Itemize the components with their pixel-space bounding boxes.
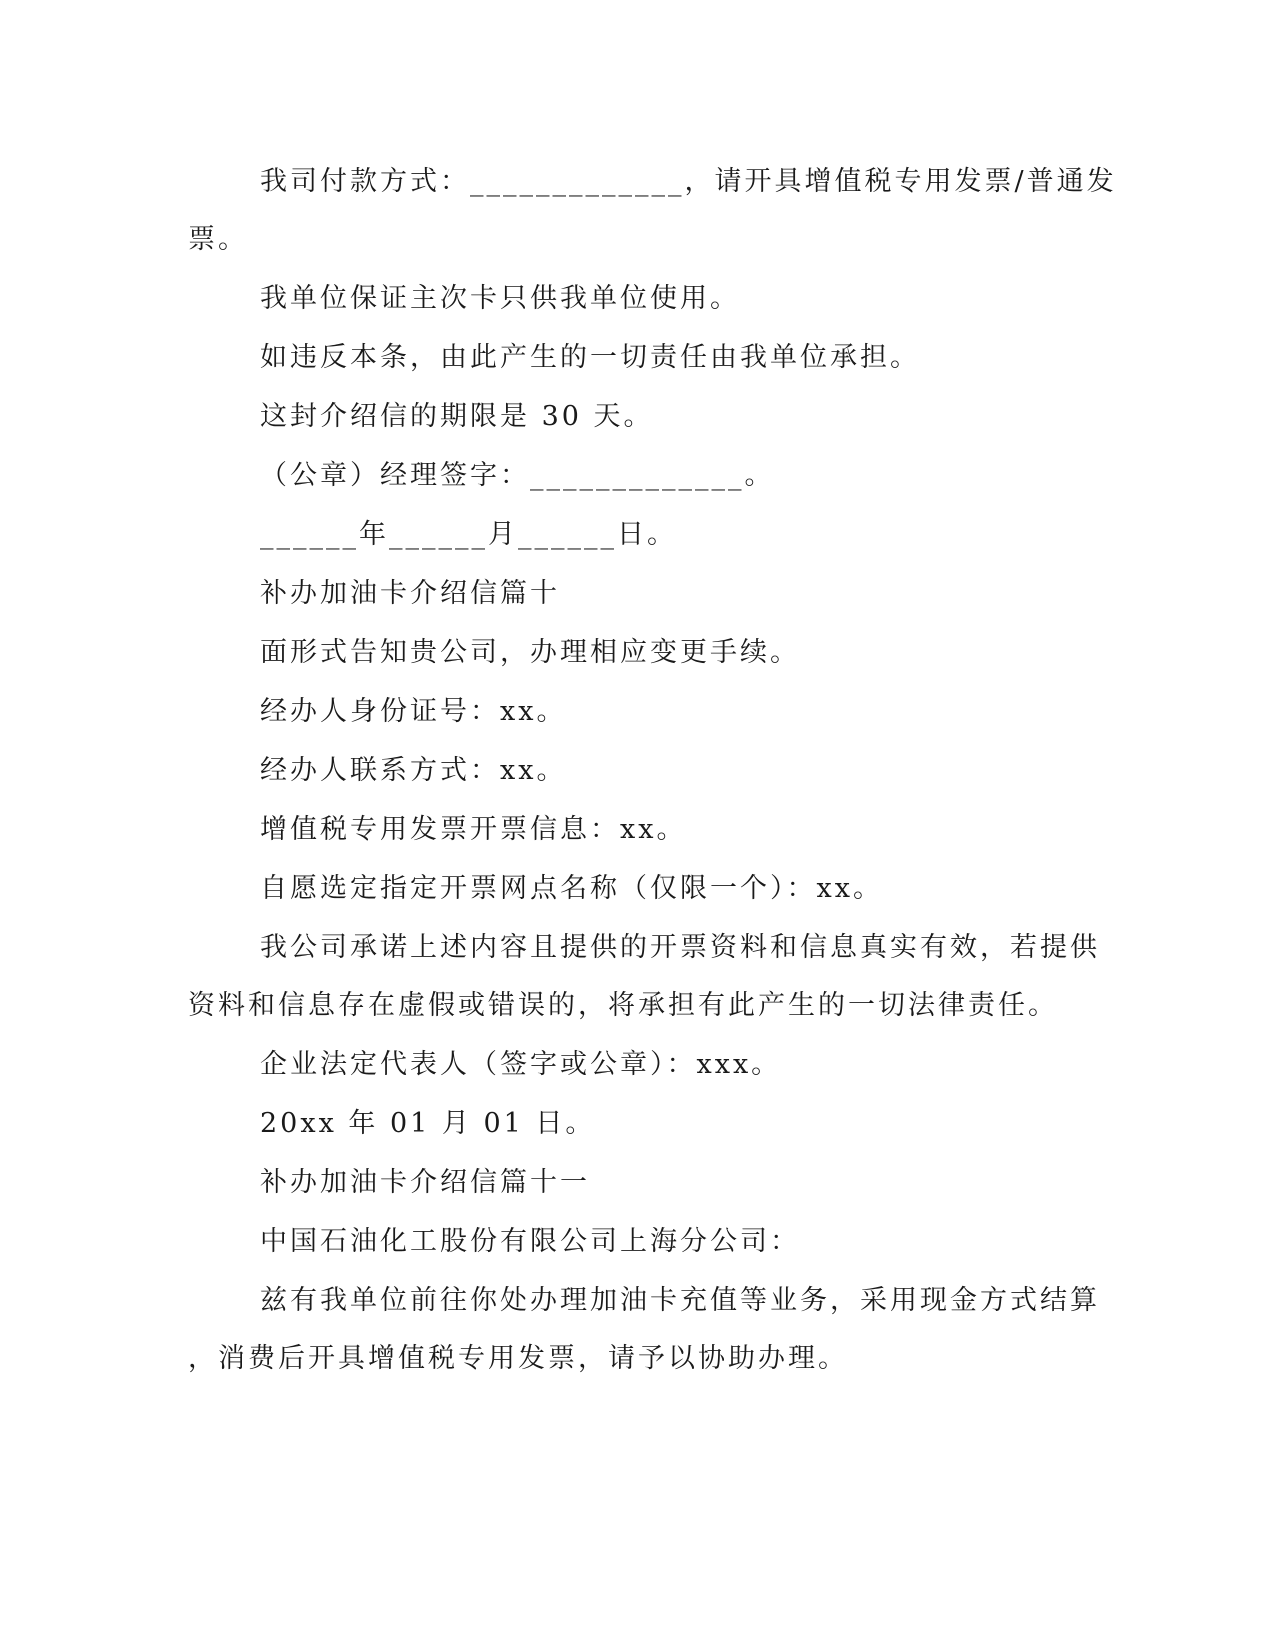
section-heading-11: 补办加油卡介绍信篇十一 <box>260 1167 590 1198</box>
recipient-line: 中国石油化工股份有限公司上海分公司： <box>260 1226 800 1257</box>
manager-signature-line: （公章）经理签字：_____________。 <box>260 460 775 491</box>
legal-rep-signature: 企业法定代表人（签字或公章）：xxx。 <box>260 1049 782 1080</box>
violation-liability: 如违反本条，由此产生的一切责任由我单位承担。 <box>260 342 920 373</box>
invoice-info: 增值税专用发票开票信息：xx。 <box>260 814 687 845</box>
card-usage-guarantee: 我单位保证主次卡只供我单位使用。 <box>260 283 740 314</box>
invoice-outlet: 自愿选定指定开票网点名称（仅限一个）：xx。 <box>260 873 883 904</box>
agent-contact: 经办人联系方式：xx。 <box>260 755 567 786</box>
section-heading-10: 补办加油卡介绍信篇十 <box>260 578 560 609</box>
payment-method-line: 我司付款方式：_____________，请开具增值税专用发票/普通发 <box>260 166 1117 197</box>
commitment-paragraph-cont: 资料和信息存在虚假或错误的，将承担有此产生的一切法律责任。 <box>188 990 1058 1021</box>
payment-method-line-cont: 票。 <box>188 224 248 255</box>
document-date: 20xx 年 01 月 01 日。 <box>260 1108 596 1139</box>
request-paragraph: 兹有我单位前往你处办理加油卡充值等业务，采用现金方式结算 <box>260 1285 1100 1316</box>
date-blank-line: ______年______月______日。 <box>260 519 677 550</box>
agent-id-number: 经办人身份证号：xx。 <box>260 696 567 727</box>
request-paragraph-cont: ，消费后开具增值税专用发票，请予以协助办理。 <box>188 1343 848 1374</box>
validity-period: 这封介绍信的期限是 30 天。 <box>260 401 654 432</box>
notice-paragraph: 面形式告知贵公司，办理相应变更手续。 <box>260 637 800 668</box>
commitment-paragraph: 我公司承诺上述内容且提供的开票资料和信息真实有效，若提供 <box>260 932 1100 963</box>
